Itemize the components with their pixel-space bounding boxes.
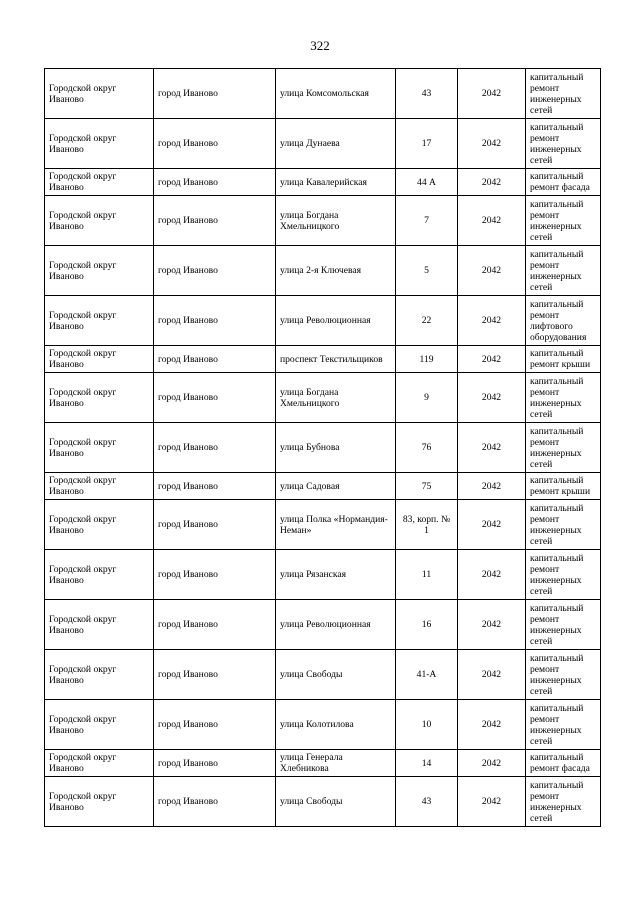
district-cell: Городской округ Иваново [45, 777, 154, 827]
city-cell: город Иваново [154, 246, 276, 296]
street-cell: улица Богдана Хмельницкого [276, 196, 396, 246]
house-number-cell: 44 А [396, 169, 458, 196]
street-cell: улица Богдана Хмельницкого [276, 373, 396, 423]
work-type-cell: капитальный ремонт инженерных сетей [526, 650, 601, 700]
street-cell: улица Генерала Хлебникова [276, 750, 396, 777]
house-number-cell: 119 [396, 346, 458, 373]
city-cell: город Иваново [154, 119, 276, 169]
table-row [45, 196, 601, 246]
district-cell: Городской округ Иваново [45, 423, 154, 473]
house-number-cell: 22 [396, 296, 458, 346]
table-row [45, 700, 601, 750]
city-cell: город Иваново [154, 196, 276, 246]
street-cell: улица Свободы [276, 777, 396, 827]
work-type-cell: капитальный ремонт инженерных сетей [526, 119, 601, 169]
table-row [45, 346, 601, 373]
district-cell: Городской округ Иваново [45, 600, 154, 650]
year-cell: 2042 [458, 750, 526, 777]
district-cell: Городской округ Иваново [45, 373, 154, 423]
house-number-cell: 11 [396, 550, 458, 600]
district-cell: Городской округ Иваново [45, 550, 154, 600]
district-cell: Городской округ Иваново [45, 246, 154, 296]
table-row [45, 296, 601, 346]
house-number-cell: 43 [396, 69, 458, 119]
work-type-cell: капитальный ремонт крыши [526, 346, 601, 373]
district-cell: Городской округ Иваново [45, 500, 154, 550]
district-cell: Городской округ Иваново [45, 296, 154, 346]
table-row [45, 373, 601, 423]
street-cell: улица Садовая [276, 473, 396, 500]
city-cell: город Иваново [154, 169, 276, 196]
year-cell: 2042 [458, 169, 526, 196]
city-cell: город Иваново [154, 69, 276, 119]
work-type-cell: капитальный ремонт инженерных сетей [526, 600, 601, 650]
city-cell: город Иваново [154, 296, 276, 346]
city-cell: город Иваново [154, 473, 276, 500]
district-cell: Городской округ Иваново [45, 346, 154, 373]
house-number-cell: 83, корп. № 1 [396, 500, 458, 550]
street-cell: улица Рязанская [276, 550, 396, 600]
house-number-cell: 9 [396, 373, 458, 423]
street-cell: улица Дунаева [276, 119, 396, 169]
year-cell: 2042 [458, 119, 526, 169]
table-row [45, 169, 601, 196]
year-cell: 2042 [458, 373, 526, 423]
work-type-cell: капитальный ремонт фасада [526, 169, 601, 196]
city-cell: город Иваново [154, 423, 276, 473]
table-row [45, 600, 601, 650]
house-number-cell: 16 [396, 600, 458, 650]
house-number-cell: 43 [396, 777, 458, 827]
year-cell: 2042 [458, 600, 526, 650]
house-number-cell: 7 [396, 196, 458, 246]
work-type-cell: капитальный ремонт инженерных сетей [526, 69, 601, 119]
year-cell: 2042 [458, 246, 526, 296]
district-cell: Городской округ Иваново [45, 700, 154, 750]
table-row [45, 246, 601, 296]
year-cell: 2042 [458, 473, 526, 500]
street-cell: улица Революционная [276, 296, 396, 346]
house-number-cell: 75 [396, 473, 458, 500]
house-number-cell: 14 [396, 750, 458, 777]
street-cell: улица Комсомольская [276, 69, 396, 119]
year-cell: 2042 [458, 777, 526, 827]
district-cell: Городской округ Иваново [45, 169, 154, 196]
city-cell: город Иваново [154, 777, 276, 827]
house-number-cell: 10 [396, 700, 458, 750]
street-cell: улица Колотилова [276, 700, 396, 750]
table-row [45, 423, 601, 473]
district-cell: Городской округ Иваново [45, 69, 154, 119]
work-type-cell: капитальный ремонт инженерных сетей [526, 423, 601, 473]
table-row [45, 500, 601, 550]
work-type-cell: капитальный ремонт инженерных сетей [526, 373, 601, 423]
house-number-cell: 76 [396, 423, 458, 473]
street-cell: улица Кавалерийская [276, 169, 396, 196]
street-cell: улица Бубнова [276, 423, 396, 473]
district-cell: Городской округ Иваново [45, 196, 154, 246]
year-cell: 2042 [458, 650, 526, 700]
work-type-cell: капитальный ремонт инженерных сетей [526, 700, 601, 750]
table-row [45, 750, 601, 777]
city-cell: город Иваново [154, 550, 276, 600]
table-row [45, 69, 601, 119]
street-cell: улица Революционная [276, 600, 396, 650]
work-type-cell: капитальный ремонт инженерных сетей [526, 500, 601, 550]
street-cell: проспект Текстильщиков [276, 346, 396, 373]
street-cell: улица Полка «Нормандия-Неман» [276, 500, 396, 550]
year-cell: 2042 [458, 296, 526, 346]
city-cell: город Иваново [154, 346, 276, 373]
city-cell: город Иваново [154, 700, 276, 750]
year-cell: 2042 [458, 550, 526, 600]
city-cell: город Иваново [154, 600, 276, 650]
district-cell: Городской округ Иваново [45, 473, 154, 500]
year-cell: 2042 [458, 500, 526, 550]
street-cell: улица Свободы [276, 650, 396, 700]
work-type-cell: капитальный ремонт инженерных сетей [526, 246, 601, 296]
page-number: 322 [310, 38, 330, 53]
work-type-cell: капитальный ремонт инженерных сетей [526, 550, 601, 600]
year-cell: 2042 [458, 346, 526, 373]
table-row [45, 650, 601, 700]
district-cell: Городской округ Иваново [45, 119, 154, 169]
work-type-cell: капитальный ремонт инженерных сетей [526, 196, 601, 246]
house-number-cell: 5 [396, 246, 458, 296]
work-type-cell: капитальный ремонт фасада [526, 750, 601, 777]
district-cell: Городской округ Иваново [45, 750, 154, 777]
city-cell: город Иваново [154, 373, 276, 423]
year-cell: 2042 [458, 700, 526, 750]
city-cell: город Иваново [154, 750, 276, 777]
table-row [45, 550, 601, 600]
year-cell: 2042 [458, 196, 526, 246]
city-cell: город Иваново [154, 650, 276, 700]
street-cell: улица 2-я Ключевая [276, 246, 396, 296]
repair-schedule-table [44, 68, 601, 827]
work-type-cell: капитальный ремонт инженерных сетей [526, 777, 601, 827]
city-cell: город Иваново [154, 500, 276, 550]
work-type-cell: капитальный ремонт лифтового оборудования [526, 296, 601, 346]
table-row [45, 473, 601, 500]
house-number-cell: 17 [396, 119, 458, 169]
year-cell: 2042 [458, 69, 526, 119]
district-cell: Городской округ Иваново [45, 650, 154, 700]
table-row [45, 777, 601, 827]
table-row [45, 119, 601, 169]
house-number-cell: 41-А [396, 650, 458, 700]
year-cell: 2042 [458, 423, 526, 473]
work-type-cell: капитальный ремонт крыши [526, 473, 601, 500]
